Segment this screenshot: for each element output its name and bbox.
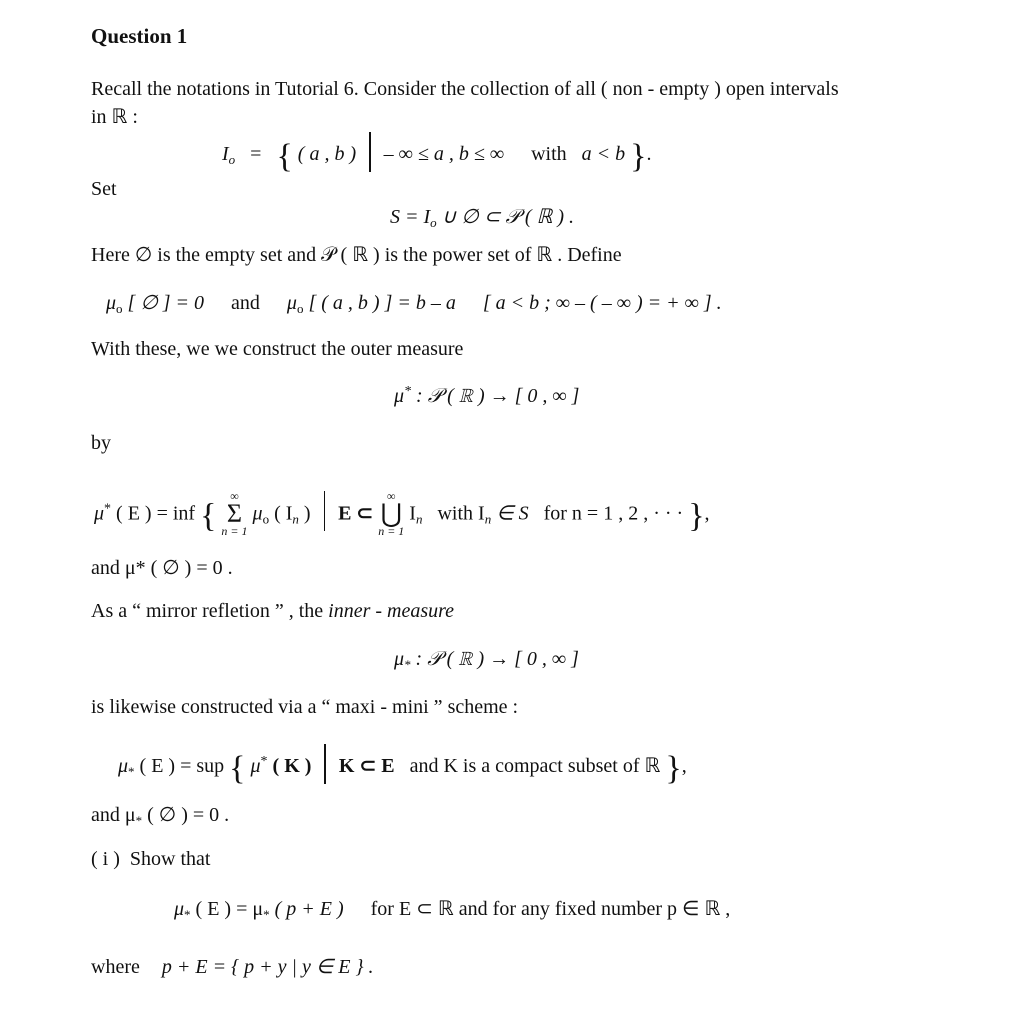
I0-end: . xyxy=(646,143,652,165)
equation-translation xyxy=(174,896,730,923)
set-bar xyxy=(369,132,371,172)
sum-top: ∞ xyxy=(230,489,239,503)
sum-mu: μ xyxy=(252,502,263,525)
I0-cond2: a < b xyxy=(581,143,626,165)
S-rest: ∪ ∅ ⊂ 𝒫 ( ℝ ) . xyxy=(436,206,575,228)
part-i-line xyxy=(91,848,210,871)
I0-sub: o xyxy=(228,152,236,167)
musub-lhs-symbol: μ xyxy=(118,755,129,777)
mu0-interval: [ ( a , b ) ] = b – a xyxy=(303,292,456,314)
I0-set-body: ( a , b ) xyxy=(297,143,357,165)
mustar-sup: * xyxy=(104,501,112,517)
and-musub-sub: * xyxy=(135,813,143,828)
I0-symbol: I xyxy=(222,143,229,165)
with-In: with I xyxy=(437,502,485,525)
with-these-line: With these, we we construct the outer measure xyxy=(91,338,464,360)
mu0-sub-2: o xyxy=(296,301,304,316)
mustar-bar xyxy=(324,491,326,531)
I0-eq: = xyxy=(250,143,262,165)
here-line: Here ∅ is the empty set and 𝒫 ( ℝ ) is the power set of ℝ . Define xyxy=(91,244,622,266)
S-sub: o xyxy=(430,215,437,230)
mu0-symbol: μ xyxy=(106,292,117,314)
and-musub-empty xyxy=(91,802,229,829)
E-subset: E ⊂ xyxy=(338,502,374,525)
musub-symbol: μ xyxy=(394,648,405,670)
equation-S xyxy=(390,204,574,231)
union-operator xyxy=(378,490,404,537)
sum-mu-sub: o xyxy=(262,511,270,527)
set-word: Set xyxy=(91,178,117,200)
and-musub-rest: ( ∅ ) = 0 . xyxy=(142,804,230,826)
musub-left-brace: { xyxy=(229,750,246,787)
mustar-lhs: ( E ) = inf xyxy=(111,502,196,525)
question-heading: Question 1 xyxy=(91,24,188,48)
I0-condition: – ∞ ≤ a , b ≤ ∞ xyxy=(383,143,505,165)
where-word: where xyxy=(91,956,140,978)
intro-line-1: Recall the notations in Tutorial 6. Consider the collection of all ( non - empty ) open intervals xyxy=(91,78,839,100)
musub-right-brace: } xyxy=(665,750,682,787)
with-In-sub: n xyxy=(484,511,492,527)
star-sup: * xyxy=(404,384,412,399)
musub-words: and K is a compact subset of ℝ xyxy=(409,755,661,777)
mu0-and: and xyxy=(231,292,260,314)
musub-body: ( K ) xyxy=(267,755,312,777)
where-equation: p + E = { p + y | y ∈ E } . xyxy=(161,956,374,978)
musub-cond: K ⊂ E xyxy=(338,755,395,777)
equation-inner-measure xyxy=(394,648,579,673)
equation-I0 xyxy=(222,132,652,175)
trans-mu: μ xyxy=(174,898,185,920)
union-top: ∞ xyxy=(386,489,396,503)
sum-body: ( I xyxy=(269,502,293,525)
for-n: for n = 1 , 2 , · · · xyxy=(543,502,684,525)
mu-symbol: μ xyxy=(394,385,405,407)
mustar-right-brace: } xyxy=(688,497,705,535)
trans-lhs: ( E ) = μ xyxy=(190,898,264,920)
and-musub-text: and μ xyxy=(91,804,136,826)
and-mustar-empty: and μ* ( ∅ ) = 0 . xyxy=(91,557,233,579)
by-word: by xyxy=(91,432,111,454)
equation-mustar xyxy=(94,490,710,537)
trans-mu2-sub: * xyxy=(263,907,270,922)
mu0-convention: [ a < b ; ∞ – ( – ∞ ) = + ∞ ] . xyxy=(482,292,722,314)
union-sign: ⋃ xyxy=(380,499,402,528)
mu0-symbol-2: μ xyxy=(286,292,297,314)
mu0-sub: o xyxy=(116,301,123,316)
mustar-comma: , xyxy=(704,502,710,525)
mustar-symbol: μ xyxy=(94,502,105,525)
inner-measure-term: inner - measure xyxy=(328,600,455,622)
musub-bar xyxy=(324,744,326,784)
equation-musub xyxy=(118,744,687,787)
part-i-label: ( i ) xyxy=(91,848,120,870)
musub-lhs-sub: * xyxy=(128,764,135,779)
mu0-empty: [ ∅ ] = 0 xyxy=(122,292,205,314)
mirror-text: As a “ mirror refletion ” , the xyxy=(91,600,329,622)
sum-body-close: ) xyxy=(298,502,311,525)
sum-n-sub: n xyxy=(292,511,299,527)
part-i-text: Show that xyxy=(129,848,211,870)
sum-operator xyxy=(221,490,247,537)
in-S: ∈ S xyxy=(491,502,529,525)
trans-text: for E ⊂ ℝ and for any fixed number p ∈ ℝ , xyxy=(370,898,731,920)
where-line xyxy=(91,954,373,979)
sum-sign: Σ xyxy=(226,499,243,528)
union-I-sub: n xyxy=(415,511,423,527)
right-brace: } xyxy=(630,138,647,175)
inner-map: : 𝒫 ( ℝ ) → [ 0 , ∞ ] xyxy=(410,648,579,670)
equation-outer-measure xyxy=(394,384,579,408)
musub-sub: * xyxy=(404,657,411,672)
S-lhs: S = I xyxy=(390,206,431,228)
musub-body-sup: * xyxy=(260,754,268,769)
equation-mu0 xyxy=(106,290,722,317)
union-bottom: n = 1 xyxy=(378,524,405,539)
outer-map: : 𝒫 ( ℝ ) → [ 0 , ∞ ] xyxy=(411,385,580,407)
union-I: I xyxy=(409,502,416,525)
musub-body-symbol: μ xyxy=(250,755,261,777)
left-brace: { xyxy=(276,138,293,175)
intro-line-2: in ℝ : xyxy=(91,106,138,128)
mirror-line xyxy=(91,600,454,623)
likewise-line: is likewise constructed via a “ maxi - mini ” scheme : xyxy=(91,696,519,718)
sum-bottom: n = 1 xyxy=(221,524,248,539)
trans-mid: ( p + E ) xyxy=(269,898,344,920)
mustar-left-brace: { xyxy=(200,497,217,535)
trans-mu-sub: * xyxy=(184,907,191,922)
I0-with: with xyxy=(531,143,567,165)
musub-lhs: ( E ) = sup xyxy=(134,755,225,777)
musub-comma: , xyxy=(681,755,687,777)
